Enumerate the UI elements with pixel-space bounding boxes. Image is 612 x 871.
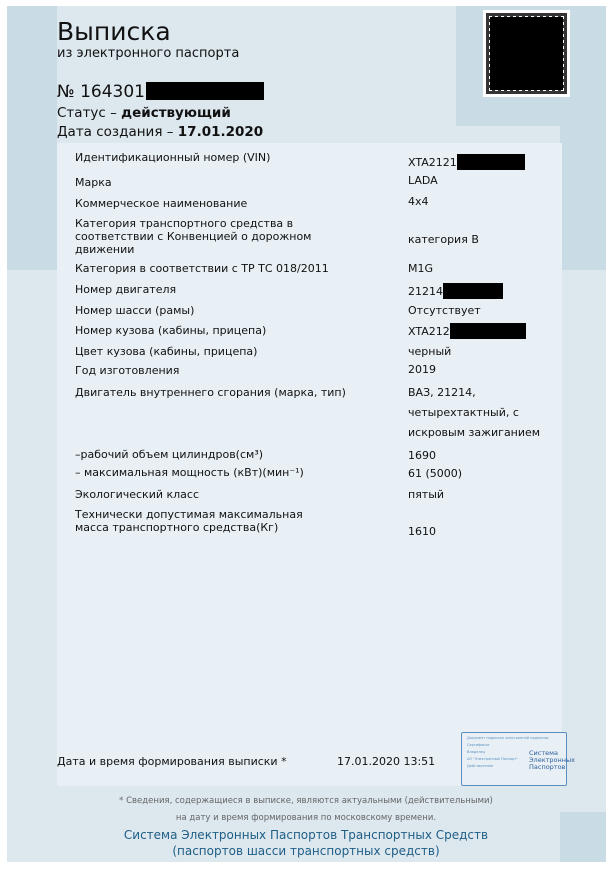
document-title: Выписка bbox=[57, 17, 171, 46]
redaction-block bbox=[457, 154, 525, 170]
field-label-commercial-name: Коммерческое наименование bbox=[75, 197, 248, 210]
field-value-category-convention: категория B bbox=[408, 233, 479, 246]
field-value-make: LADA bbox=[408, 174, 438, 187]
stamp-line: АО "Электронный Паспорт" bbox=[467, 757, 518, 761]
field-value-body-number bbox=[408, 323, 558, 339]
field-value-eco-class: пятый bbox=[408, 488, 445, 501]
field-label-eco-class: Экологический класс bbox=[75, 488, 200, 501]
system-name-line2: (паспортов шасси транспортных средств) bbox=[172, 844, 440, 858]
qr-redaction bbox=[490, 17, 563, 90]
field-label-max-mass: Технически допустимая максимальная масса транспортного средства(Кг) bbox=[75, 508, 303, 534]
redaction-block bbox=[450, 323, 526, 339]
system-name-line1: Система Электронных Паспортов Транспортных Средств bbox=[123, 828, 489, 842]
stamp-title: Система Электронных Паспортов bbox=[529, 749, 575, 771]
created-line bbox=[57, 124, 263, 140]
body-number-text: XTA212 bbox=[408, 325, 450, 338]
engine-number-text: 21214 bbox=[408, 285, 443, 298]
field-label-body-number: Номер кузова (кабины, прицепа) bbox=[75, 324, 267, 337]
created-label: Дата создания – bbox=[57, 124, 178, 140]
stamp-line: Действителен bbox=[467, 764, 494, 768]
field-label-category-convention: Категория транспортного средства в соответствии с Конвенцией о дорожном движении bbox=[75, 217, 312, 256]
field-value-commercial-name: 4x4 bbox=[408, 195, 429, 208]
field-value-max-power: 61 (5000) bbox=[408, 467, 463, 480]
redaction-block bbox=[443, 283, 503, 299]
field-value-color: черный bbox=[408, 345, 452, 358]
field-value-engine-line1: ВАЗ, 21214, bbox=[408, 386, 476, 399]
field-value-engine-number bbox=[408, 283, 558, 299]
field-label-max-power: – максимальная мощность (кВт)(мин⁻¹) bbox=[75, 466, 304, 479]
generated-datetime-label: Дата и время формирования выписки * bbox=[57, 755, 287, 768]
document-number-text: № 164301 bbox=[57, 82, 145, 102]
field-value-chassis: Отсутствует bbox=[408, 304, 481, 317]
field-label-engine: Двигатель внутреннего сгорания (марка, тип) bbox=[75, 386, 346, 399]
field-value-max-mass: 1610 bbox=[408, 525, 436, 538]
field-label-color: Цвет кузова (кабины, прицепа) bbox=[75, 345, 258, 358]
field-label-category-tr: Категория в соответствии с ТР ТС 018/2011 bbox=[75, 262, 329, 275]
field-value-engine-line2: четырехтактный, с bbox=[408, 406, 519, 419]
redaction-block bbox=[146, 82, 264, 100]
vin-text: XTA2121 bbox=[408, 156, 457, 169]
footnote-line2: на дату и время формирования по московскому времени. bbox=[175, 813, 437, 823]
status-label: Статус – bbox=[57, 105, 122, 121]
field-value-vin bbox=[408, 154, 558, 170]
status-value: действующий bbox=[121, 105, 231, 121]
stamp-line: Документ подписан электронной подписью bbox=[467, 736, 549, 740]
qr-code bbox=[483, 10, 570, 97]
status-line bbox=[57, 105, 231, 121]
created-value: 17.01.2020 bbox=[177, 124, 264, 140]
e-signature-stamp bbox=[461, 732, 575, 786]
footnote-line1: * Сведения, содержащиеся в выписке, являются актуальными (действительными) bbox=[119, 796, 493, 806]
decor-band-left bbox=[7, 6, 57, 270]
field-value-category-tr: M1G bbox=[408, 262, 434, 275]
stamp-line: Владелец bbox=[467, 750, 486, 754]
document-subtitle: из электронного паспорта bbox=[57, 46, 240, 61]
generated-datetime-value: 17.01.2020 13:51 bbox=[337, 755, 436, 768]
field-label-displacement: –рабочий объем цилиндров(см³) bbox=[75, 448, 264, 461]
field-value-year: 2019 bbox=[408, 363, 436, 376]
field-label-chassis: Номер шасси (рамы) bbox=[75, 304, 195, 317]
field-label-engine-number: Номер двигателя bbox=[75, 283, 177, 296]
field-label-year: Год изготовления bbox=[75, 364, 180, 377]
field-label-vin: Идентификационный номер (VIN) bbox=[75, 151, 271, 164]
field-value-engine-line3: искровым зажиганием bbox=[408, 426, 541, 439]
document-number bbox=[57, 82, 264, 102]
stamp-line: Сертификат bbox=[467, 743, 490, 747]
field-label-make: Марка bbox=[75, 176, 112, 189]
field-value-displacement: 1690 bbox=[408, 449, 436, 462]
